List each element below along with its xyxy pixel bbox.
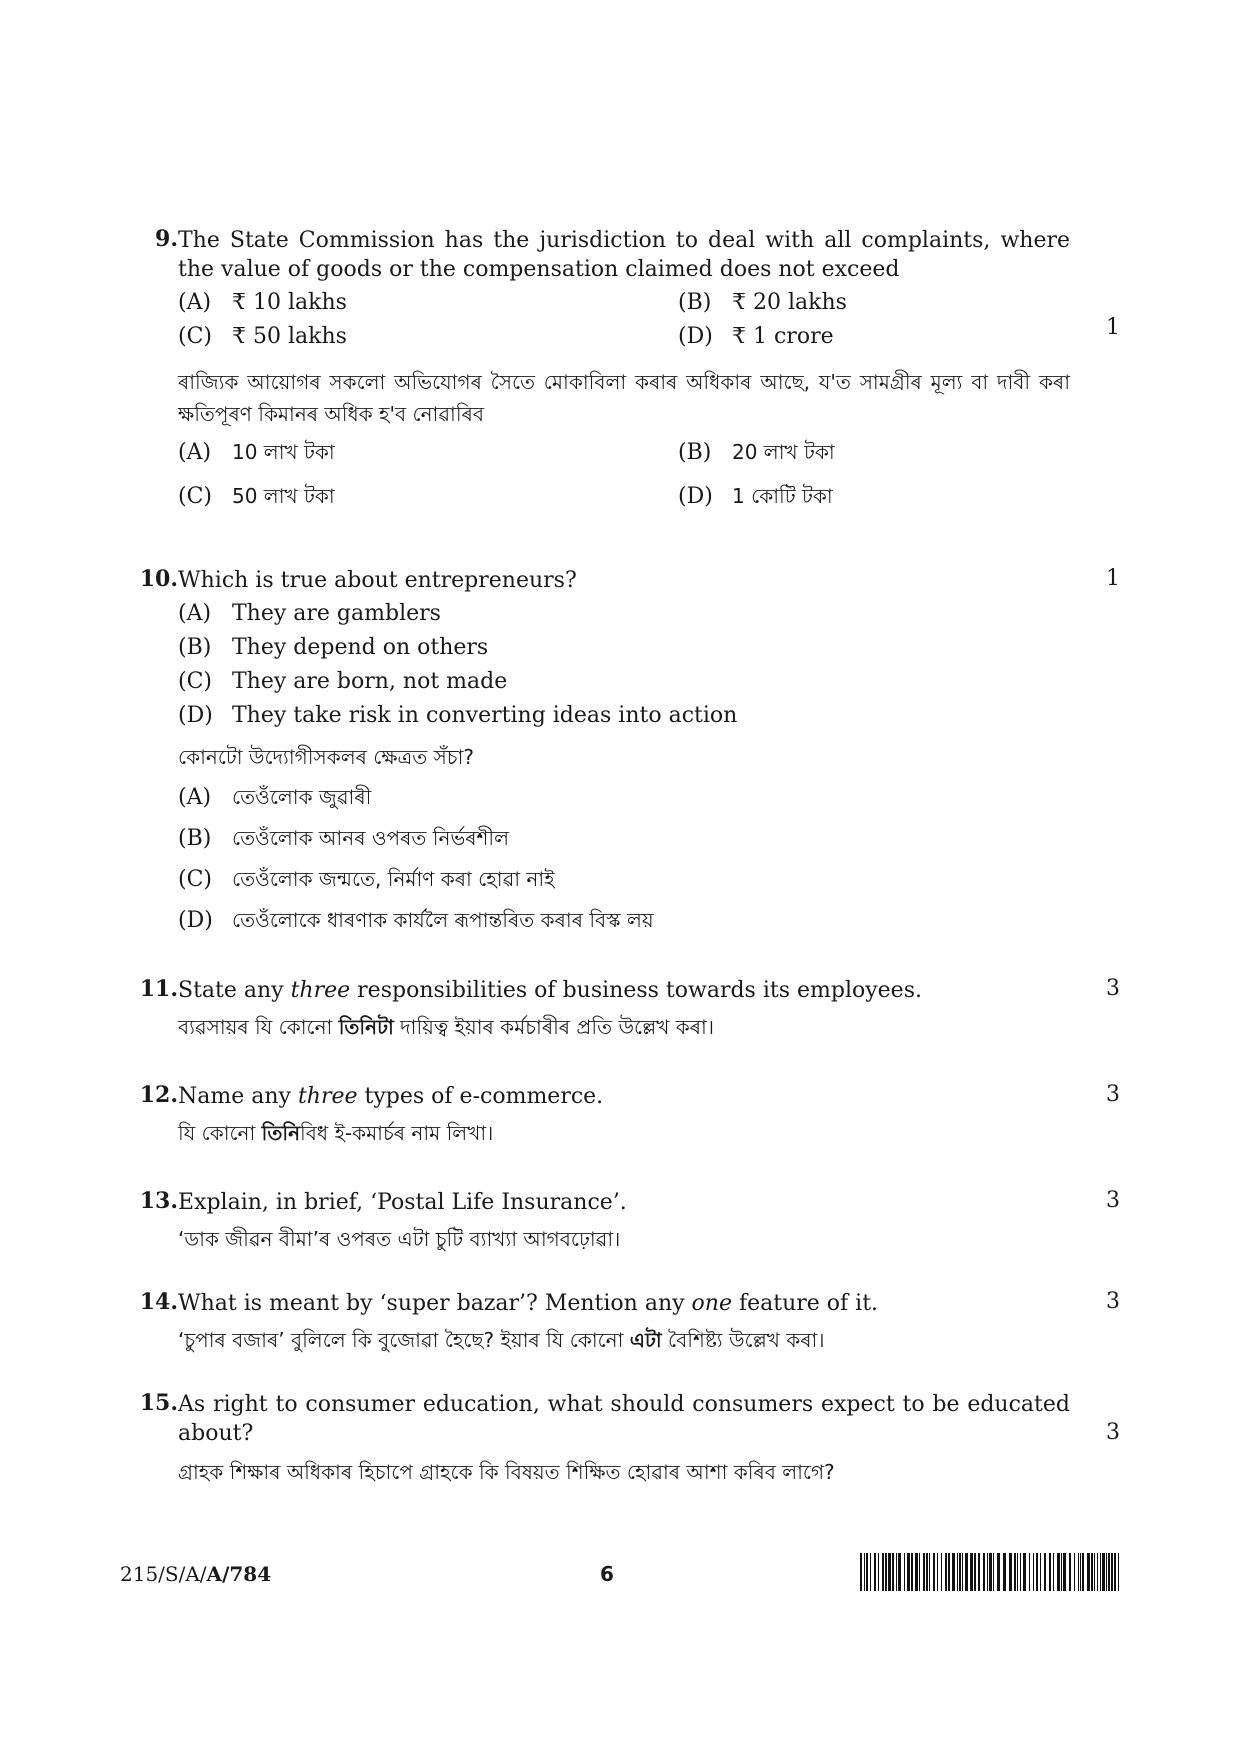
barcode-icon (860, 1553, 1125, 1591)
options-row-as (178, 438, 1070, 482)
question-text-en: The State Commission has the jurisdiction to deal with all complaints, where the value of goods or the compensation claimed does not exceed (178, 228, 1070, 282)
question-text-en: As right to consumer education, what should consumers expect to be educated about? (178, 1392, 1070, 1446)
option-d: (D) They take risk in converting ideas into action (178, 703, 738, 728)
question-body (178, 1188, 1070, 1255)
question-number: 12. (139, 1082, 178, 1108)
marks: 3 (1106, 1082, 1120, 1107)
question-number: 10. (139, 566, 178, 592)
paper-code: 215/S/A/A/784 (120, 1562, 272, 1586)
marks: 1 (1106, 315, 1120, 340)
question-number: 13. (139, 1188, 178, 1214)
option-b-as: (B) 20 লাখ টকা (678, 440, 835, 465)
option-d-as: (D) তেওঁলোকে ধাৰণাক কাৰ্যলৈ ৰূপান্তৰিত কৰাৰ বিস্ক লয় (178, 908, 654, 933)
option-d: (D) ₹ 1 crore (678, 324, 834, 349)
option-c: (C) They are born, not made (178, 669, 508, 694)
option-b: (B) ₹ 20 lakhs (678, 290, 847, 315)
marks: 3 (1106, 1289, 1120, 1314)
question-text-en: Which is true about entrepreneurs? (178, 568, 577, 593)
question-text-en: Name any three types of e-commerce. (178, 1084, 604, 1109)
option-c-as: (C) 50 লাখ টকা (178, 484, 335, 509)
question-text-as: গ্ৰাহক শিক্ষাৰ অধিকাৰ হিচাপে গ্ৰাহকে কি বিষয়ত শিক্ষিত হোৱাৰ আশা কৰিব লাগে? (178, 1460, 835, 1484)
question-number: 9. (155, 226, 178, 252)
option-a: (A) They are gamblers (178, 601, 441, 626)
question-text-as: ব্যৱসায়ৰ যি কোনো তিনিটা দায়িত্ব ইয়াৰ কৰ্মচাৰীৰ প্ৰতি উল্লেখ কৰা। (178, 1015, 714, 1039)
page-number: 6 (600, 1562, 614, 1586)
question-text-as: যি কোনো তিনিবিধ ই-কমাৰ্চৰ নাম লিখা। (178, 1121, 494, 1145)
question-number: 14. (139, 1289, 178, 1315)
option-a: (A) ₹ 10 lakhs (178, 290, 347, 315)
question-number: 15. (139, 1390, 178, 1416)
question-body (178, 1289, 1070, 1356)
option-a-as: (A) 10 লাখ টকা (178, 440, 335, 465)
marks: 3 (1106, 1188, 1120, 1213)
question-text-en: Explain, in brief, ‘Postal Life Insurance’. (178, 1190, 627, 1215)
marks: 1 (1106, 566, 1120, 591)
option-b-as: (B) তেওঁলোক আনৰ ওপৰত নিৰ্ভৰশীল (178, 826, 510, 851)
question-text-as: ‘চুপাৰ বজাৰ’ বুলিলে কি বুজোৱা হৈছে? ইয়াৰ যি কোনো এটা বৈশিষ্ট্য উল্লেখ কৰা। (178, 1328, 825, 1352)
question-body (178, 566, 1070, 941)
options-row (178, 290, 1070, 324)
option-c: (C) ₹ 50 lakhs (178, 324, 347, 349)
option-b: (B) They depend on others (178, 635, 489, 660)
question-text-as: ‘ডাক জীৱন বীমা’ৰ ওপৰত এটা চুটি ব্যাখ্যা আগবঢ়োৱা। (178, 1227, 621, 1251)
marks: 3 (1106, 976, 1120, 1001)
options-row (178, 324, 1070, 358)
question-text-as: কোনটো উদ্যোগীসকলৰ ক্ষেত্ৰত সঁচা? (178, 745, 475, 769)
question-text-en: State any three responsibilities of business towards its employees. (178, 978, 922, 1003)
question-body (178, 1082, 1070, 1149)
question-number: 11. (139, 976, 178, 1002)
question-text-as: ৰাজ্যিক আয়োগৰ সকলো অভিযোগৰ সৈতে মোকাবিলা কৰাৰ অধিকাৰ আছে, য'ত সামগ্ৰীৰ মূল্য বা দাবী কৰা ক্ষতিপূৰণ কিমানৰ অধিক হ'ব নোৱাৰিব (178, 370, 1070, 426)
question-text-en: What is meant by ‘super bazar’? Mention any one feature of it. (178, 1291, 879, 1316)
option-d-as: (D) 1 কোটি টকা (678, 484, 833, 509)
option-c-as: (C) তেওঁলোক জন্মতে, নিৰ্মাণ কৰা হোৱা নাই (178, 867, 555, 892)
question-body (178, 1390, 1070, 1488)
marks: 3 (1106, 1420, 1120, 1445)
option-a-as: (A) তেওঁলোক জুৱাৰী (178, 785, 372, 810)
options-row-as (178, 482, 1070, 526)
question-body (178, 976, 1070, 1043)
question-body (178, 226, 1070, 526)
